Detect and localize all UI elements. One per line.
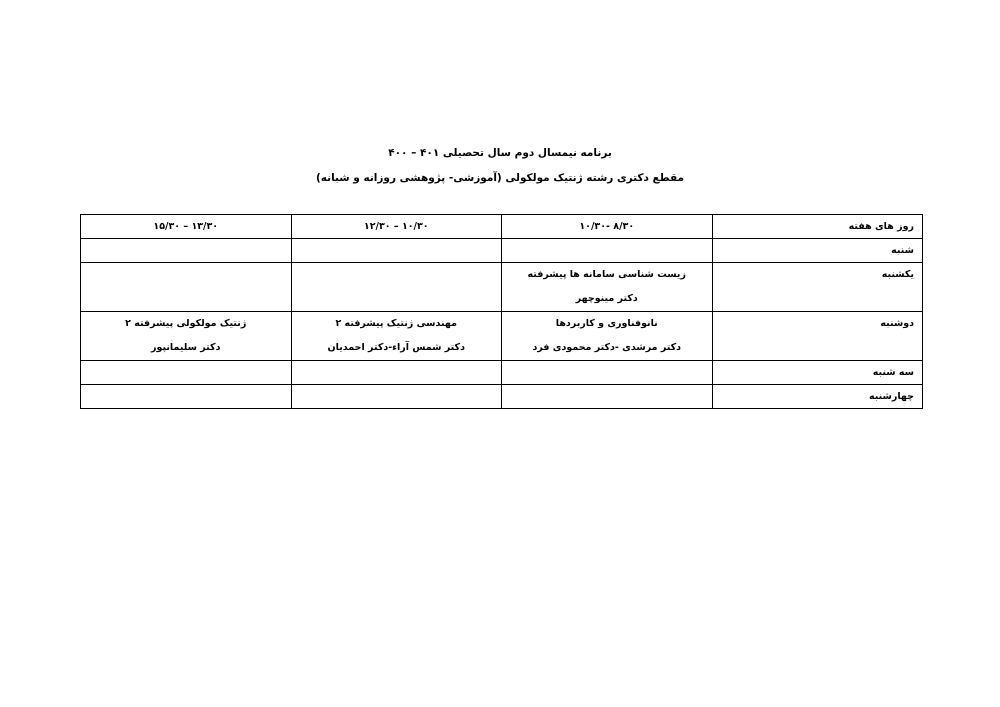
course-slot (81, 312, 292, 361)
course-slot (502, 263, 713, 312)
instructor-name: دکتر مرشدی -دکتر محمودی فرد (532, 342, 682, 353)
slot-empty (291, 361, 502, 385)
table-row-wednesday (81, 385, 923, 409)
slot-empty (502, 239, 713, 263)
slot-empty (291, 263, 502, 312)
day-sunday: یکشنبه (712, 263, 923, 312)
instructor-name: دکتر مینوچهر (575, 293, 638, 304)
course-name: نانوفناوری و کاربردها (555, 318, 658, 329)
header-days: روز های هفته (712, 215, 923, 239)
schedule-table (80, 214, 923, 409)
table-row-saturday (81, 239, 923, 263)
slot-empty (291, 385, 502, 409)
slot-empty (81, 385, 292, 409)
instructor-name: دکتر سلیمانپور (151, 342, 221, 353)
header-slot-1: ۸/۳۰ -۱۰/۳۰ (502, 215, 713, 239)
slot-empty (502, 385, 713, 409)
schedule-subtitle: مقطع دکتری رشته ژنتیک مولکولی (آموزشی- پژوهشی روزانه و شبانه) (315, 172, 685, 184)
table-row-sunday (81, 263, 923, 312)
day-wednesday: چهارشنبه (712, 385, 923, 409)
header-slot-2: ۱۰/۳۰ – ۱۲/۳۰ (291, 215, 502, 239)
table-row-monday (81, 312, 923, 361)
slot-empty (291, 239, 502, 263)
course-name: زیست شناسی سامانه ها پیشرفته (527, 269, 686, 280)
header-row (81, 215, 923, 239)
schedule-title: برنامه نیمسال دوم سال تحصیلی ۴۰۱ – ۴۰۰ (388, 147, 612, 159)
day-monday: دوشنبه (712, 312, 923, 361)
course-name: ژنتیک مولکولی پیشرفته ۲ (125, 318, 247, 329)
instructor-name: دکتر شمس آراء-دکتر احمدیان (327, 342, 465, 353)
day-tuesday: سه شنبه (712, 361, 923, 385)
header-slot-3: ۱۳/۳۰ – ۱۵/۳۰ (81, 215, 292, 239)
course-slot (502, 312, 713, 361)
course-slot (291, 312, 502, 361)
table-row-tuesday (81, 361, 923, 385)
slot-empty (81, 361, 292, 385)
slot-empty (81, 263, 292, 312)
slot-empty (502, 361, 713, 385)
slot-empty (81, 239, 292, 263)
day-saturday: شنبه (712, 239, 923, 263)
course-name: مهندسی ژنتیک پیشرفته ۲ (335, 318, 458, 329)
